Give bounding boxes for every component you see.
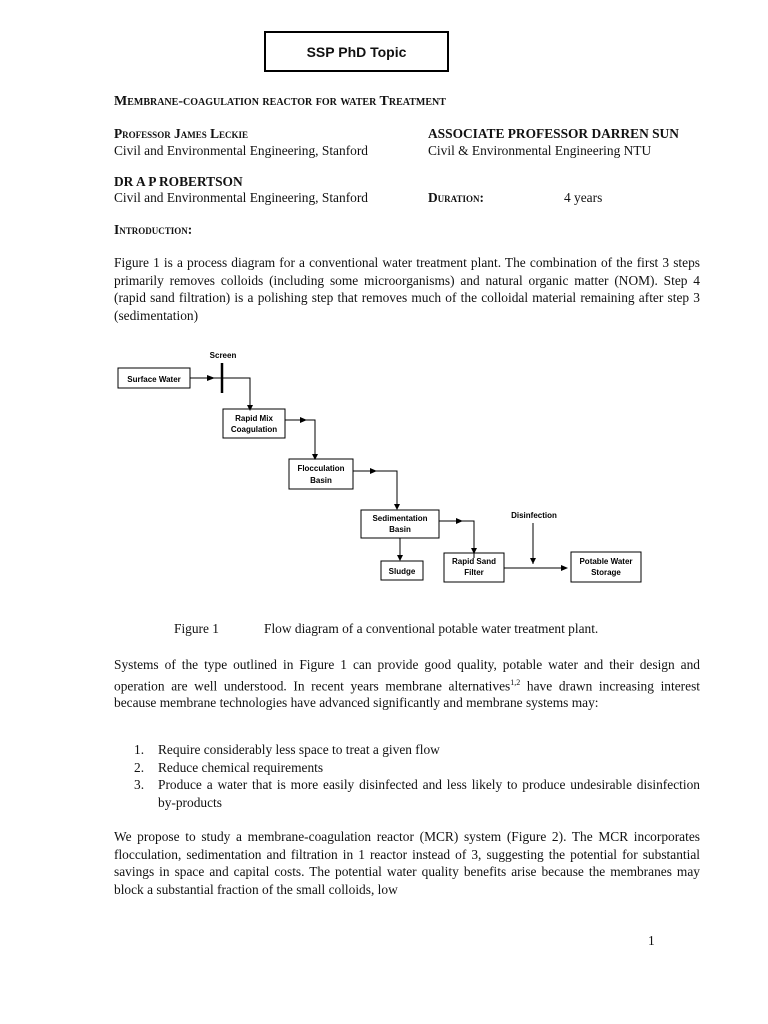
label-sedimentation-1: Sedimentation bbox=[372, 514, 428, 523]
list-item bbox=[134, 741, 700, 759]
author-affiliation-1: Civil and Environmental Engineering, Stanford bbox=[114, 143, 368, 158]
topic-label: SSP PhD Topic bbox=[306, 43, 407, 60]
arrow-icon bbox=[247, 405, 253, 411]
label-potable-1: Potable Water bbox=[579, 557, 633, 566]
introduction-heading: Introduction: bbox=[114, 222, 193, 237]
list-number: 1. bbox=[134, 742, 145, 757]
author-affiliation-3: Civil and Environmental Engineering, Stanford bbox=[114, 190, 368, 205]
label-flocculation-1: Flocculation bbox=[297, 464, 345, 473]
arrow-icon bbox=[530, 558, 536, 564]
list-text: Require considerably less space to treat a given flow bbox=[158, 742, 440, 757]
list-text: Produce a water that is more easily disinfected and less likely to produce undesirable disinfection by-products bbox=[158, 777, 700, 810]
arrow-icon bbox=[561, 565, 568, 571]
label-rapid-mix-2: Coagulation bbox=[230, 425, 278, 434]
arrow-icon bbox=[300, 417, 307, 423]
page-number: 1 bbox=[648, 933, 655, 948]
figure-label: Figure 1 bbox=[174, 621, 220, 636]
intro-paragraph: Figure 1 is a process diagram for a conventional water treatment plant. The combination of the first 3 steps primarily removes colloids (including some microorganisms) and natural organic matter (NOM). Step 4 (rapid sand filtration) is a polishing step that removes much of the colloidal material remaining after step 3 (sedimentation) bbox=[114, 255, 700, 323]
list-item bbox=[134, 776, 700, 811]
arrow-icon bbox=[207, 375, 215, 381]
arrow-icon bbox=[397, 555, 403, 561]
label-screen: Screen bbox=[209, 351, 237, 360]
label-disinfection: Disinfection bbox=[511, 511, 557, 520]
paragraph-2-text-a: Systems of the type outlined in Figure 1 can provide good quality, potable water and their design and operation are well understood. In recent years membrane alternatives bbox=[114, 657, 700, 693]
list-number: 2. bbox=[134, 759, 145, 775]
paragraph-3: We propose to study a membrane-coagulation reactor (MCR) system (Figure 2). The MCR incorporates flocculation, sedimentation and filtration in 1 reactor instead of 3, suggesting the potential for substantial savings in space and capital costs. The potential water quality benefits arise because the membranes may block a substantial fraction of the small colloids, low bbox=[114, 829, 700, 897]
author-name-1: Professor James Leckie bbox=[114, 126, 249, 141]
document-title: Membrane-coagulation reactor for water Treatment bbox=[114, 94, 446, 109]
citation-superscript: 1,2 bbox=[510, 677, 521, 687]
label-potable-2: Storage bbox=[591, 568, 621, 577]
list-item bbox=[134, 759, 700, 777]
list-text: Reduce chemical requirements bbox=[158, 759, 324, 775]
label-surface-water: Surface Water bbox=[127, 375, 181, 384]
author-name-3: DR A P ROBERTSON bbox=[114, 174, 243, 189]
label-sludge: Sludge bbox=[388, 567, 416, 576]
label-rapid-sand-1: Rapid Sand bbox=[451, 557, 497, 566]
duration-label: Duration: bbox=[428, 190, 484, 205]
paragraph-2-text-b: have drawn increasing interest because membrane technologies have advanced significantly and membrane systems may: bbox=[114, 677, 700, 711]
duration-value: 4 years bbox=[564, 190, 603, 205]
flow-diagram bbox=[110, 345, 650, 595]
author-name-2: ASSOCIATE PROFESSOR DARREN SUN bbox=[428, 126, 679, 141]
list-number: 3. bbox=[134, 777, 145, 792]
arrow-icon bbox=[370, 468, 377, 474]
label-sedimentation-2: Basin bbox=[389, 525, 411, 534]
arrow-icon bbox=[456, 518, 463, 524]
paragraph-2 bbox=[114, 656, 700, 712]
arrow-icon bbox=[394, 504, 400, 510]
figure-caption: Flow diagram of a conventional potable water treatment plant. bbox=[264, 621, 599, 636]
topic-box bbox=[264, 31, 449, 72]
label-rapid-sand-2: Filter bbox=[464, 568, 484, 577]
author-affiliation-2: Civil & Environmental Engineering NTU bbox=[428, 143, 652, 158]
label-flocculation-2: Basin bbox=[310, 476, 332, 485]
benefits-list bbox=[134, 741, 700, 811]
label-rapid-mix-1: Rapid Mix bbox=[235, 414, 273, 423]
